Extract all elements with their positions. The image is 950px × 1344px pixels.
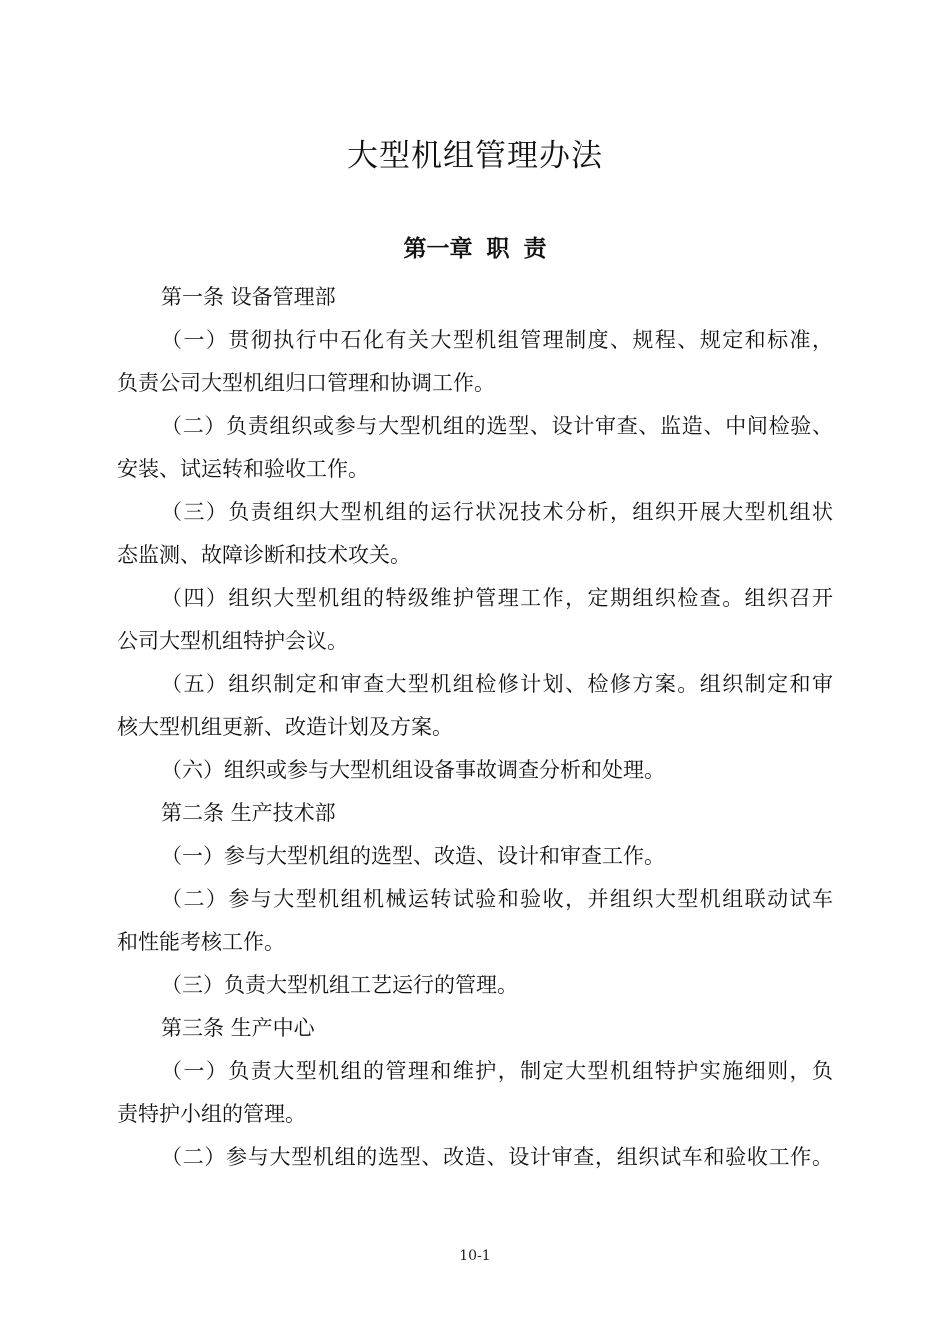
text-line: 态监测、故障诊断和技术攻关。 <box>117 543 411 567</box>
text-line: （三）负责组织大型机组的运行状况技术分析，组织开展大型机组状 <box>161 500 833 524</box>
text-line: （一）参与大型机组的选型、改造、设计和审查工作。 <box>161 844 665 868</box>
text-line: 核大型机组更新、改造计划及方案。 <box>117 715 453 739</box>
text-line: （五）组织制定和审查大型机组检修计划、检修方案。组织制定和审 <box>161 672 833 696</box>
document-title: 大型机组管理办法 <box>347 138 603 174</box>
text-line: （一）贯彻执行中石化有关大型机组管理制度、规程、规定和标准， <box>161 328 833 352</box>
document-body <box>117 276 833 1179</box>
text-line: （二）参与大型机组机械运转试验和验收，并组织大型机组联动试车 <box>161 887 833 911</box>
text-line: 负责公司大型机组归口管理和协调工作。 <box>117 371 495 395</box>
text-line: （四）组织大型机组的特级维护管理工作，定期组织检查。组织召开 <box>161 586 833 610</box>
text-line: （六）组织或参与大型机组设备事故调查分析和处理。 <box>161 758 665 782</box>
text-line: （一）负责大型机组的管理和维护，制定大型机组特护实施细则，负 <box>161 1059 833 1083</box>
text-line: （二）负责组织或参与大型机组的选型、设计审查、监造、中间检验、 <box>161 414 833 438</box>
text-line: 和性能考核工作。 <box>117 930 285 954</box>
chapter-title: 第一章 职 责 <box>403 236 547 262</box>
text-line: 第二条 生产技术部 <box>161 801 336 825</box>
page-number: 10-1 <box>459 1248 491 1264</box>
text-line: 第三条 生产中心 <box>161 1016 315 1040</box>
text-line: 责特护小组的管理。 <box>117 1102 306 1126</box>
text-line: （二）参与大型机组的选型、改造、设计审查，组织试车和验收工作。 <box>161 1145 833 1169</box>
text-line: 安装、试运转和验收工作。 <box>117 457 369 481</box>
text-line: （三）负责大型机组工艺运行的管理。 <box>161 973 518 997</box>
text-line: 第一条 设备管理部 <box>161 285 336 309</box>
text-line: 公司大型机组特护会议。 <box>117 629 348 653</box>
